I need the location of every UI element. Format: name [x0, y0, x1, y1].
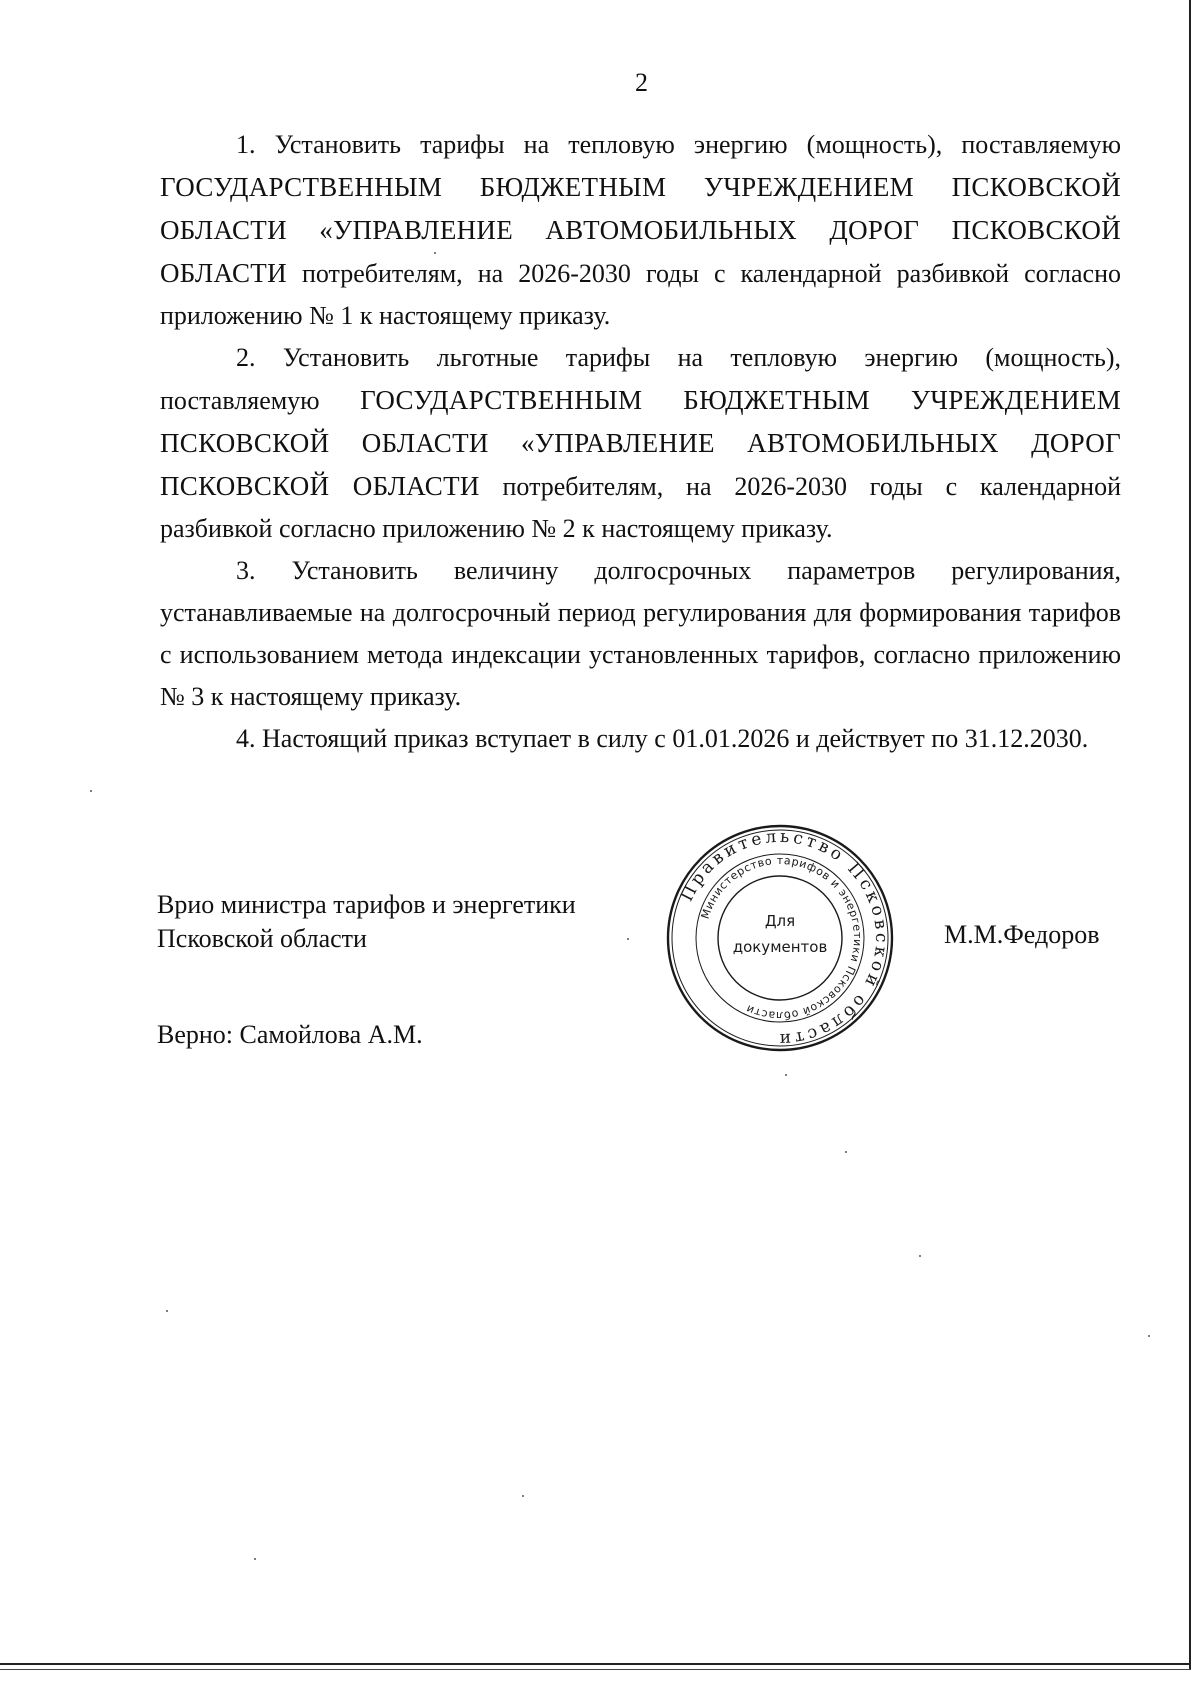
clause-2-intro: 2. Установить льготные тарифы на тепловую энергию (мощность), поставляемую: [160, 343, 1121, 415]
scan-speck: [845, 1151, 847, 1153]
scan-speck: [90, 790, 92, 792]
clause-1-tail: потребителям, на 2026-2030 годы с календарной разбивкой согласно приложению № 1 к настоящему приказу.: [160, 259, 1121, 330]
scan-speck: [166, 1310, 168, 1312]
clause-1-organization: ГОСУДАРСТВЕННЫМ БЮДЖЕТНЫМ УЧРЕЖДЕНИЕМ ПСКОВСКОЙ ОБЛАСТИ «УПРАВЛЕНИЕ АВТОМОБИЛЬНЫХ ДОРОГ ПСКОВСКОЙ ОБЛАСТИ: [160, 172, 1121, 288]
clause-4: 4. Настоящий приказ вступает в силу с 01.01.2026 и действует по 31.12.2030.: [236, 724, 1089, 753]
clause-1-intro: 1. Установить тарифы на тепловую энергию (мощность), поставляемую: [236, 130, 1121, 159]
seal-inner-text: Министерство тарифов и энергетики Псковской области: [698, 853, 865, 1023]
order-body: [160, 124, 1121, 760]
seal-center-line-1: Для: [764, 912, 796, 930]
scan-speck: [785, 1074, 787, 1076]
clause-3: 3. Установить величину долгосрочных параметров регулирования, устанавливаемые на долгосрочный период регулирования для формирования тарифов с использованием метода индексации установленных тарифов, согласно приложению № 3 к настоящему приказу.: [160, 556, 1121, 711]
official-seal: [664, 822, 896, 1054]
scan-speck: [434, 252, 436, 254]
seal-outer-text: Правительство Псковской области: [676, 826, 892, 1050]
signer-name: М.М.Федоров: [944, 920, 1100, 949]
clause-2-tail: потребителям, на 2026-2030 годы с календарной разбивкой согласно приложению № 2 к настоящему приказу.: [160, 472, 1121, 543]
scan-border-right: [1189, 0, 1191, 1670]
scan-speck: [1148, 1335, 1150, 1337]
page-number: 2: [635, 68, 648, 97]
clause-2: [160, 337, 1121, 550]
signer-position-line-2: Псковской области: [157, 924, 367, 953]
clause-1: [160, 124, 1121, 337]
seal-graphic: [664, 822, 896, 1054]
verification-note: Верно: Самойлова А.М.: [157, 1020, 423, 1049]
scan-speck: [919, 1255, 921, 1257]
scan-speck: [627, 938, 629, 940]
clause-2-organization: ГОСУДАРСТВЕННЫМ БЮДЖЕТНЫМ УЧРЕЖДЕНИЕМ ПСКОВСКОЙ ОБЛАСТИ «УПРАВЛЕНИЕ АВТОМОБИЛЬНЫХ ДОРОГ ПСКОВСКОЙ ОБЛАСТИ: [160, 385, 1121, 501]
seal-center-line-2: документов: [732, 938, 828, 956]
signer-position-line-1: Врио министра тарифов и энергетики: [157, 890, 576, 919]
scan-speck: [522, 1495, 524, 1497]
signer-position: [157, 888, 576, 956]
scan-border-bottom: [0, 1663, 1191, 1670]
scan-speck: [254, 1558, 256, 1560]
